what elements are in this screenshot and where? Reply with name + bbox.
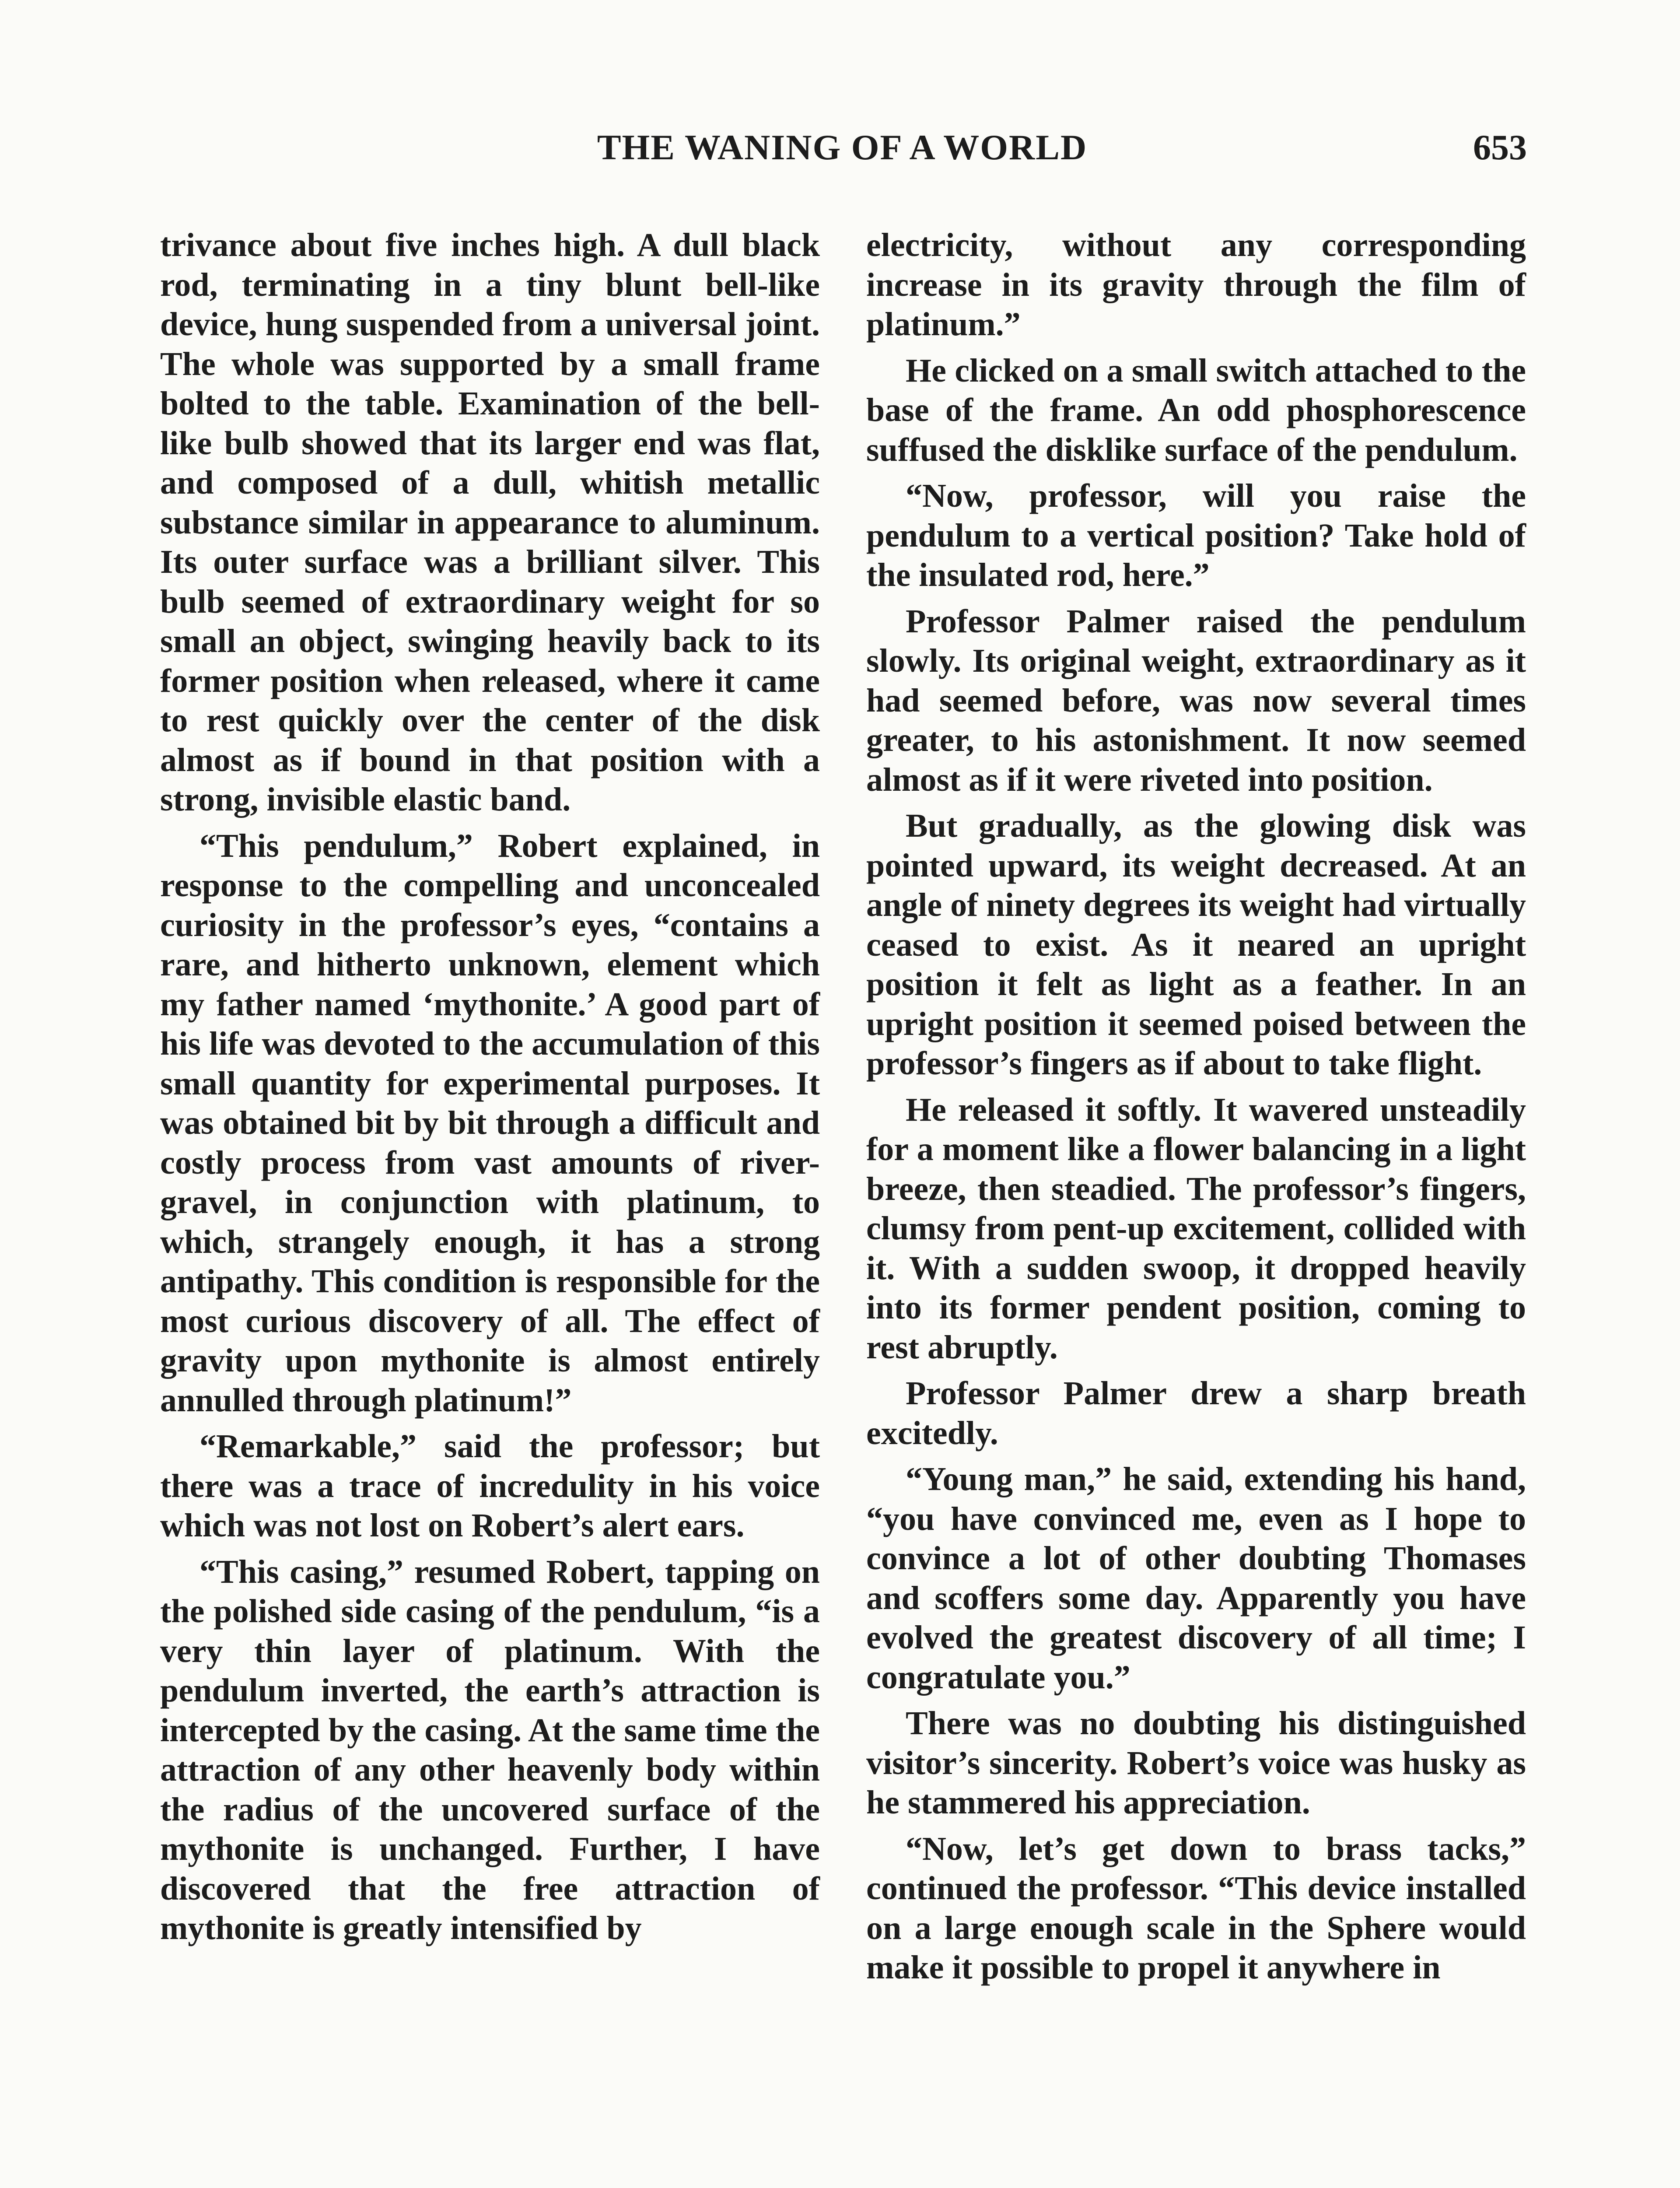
paragraph: “Now, let’s get down to brass tacks,” continued the professor. “This device installed on a large enough scale in the Sphere would make it possible to propel it anywhere in [866,1830,1526,1986]
running-title: THE WANING OF A WORLD [597,127,1088,167]
paragraph: trivance about five inches high. A dull black rod, terminating in a tiny blunt bell-like device, hung suspended from a universal joint. The whole was supported by a small frame bolted to the table. Examination of the bell-like bulb showed that its larger end was flat, and composed of a dull, whitish metallic substance similar in appearance to aluminum. Its outer surface was a brilliant silver. This bulb seemed of extraordinary weight for so small an object, swinging heavily back to its former position when released, where it came to rest quickly over the center of the disk almost as if bound in that position with a strong, invisible elastic band. [160,227,820,818]
paragraph: Professor Palmer raised the pendulum slowly. Its original weight, extraordinary as it had seemed before, was now several times greater, to his astonishment. It now seemed almost as if it were riveted into position. [866,603,1526,798]
paragraph: “This pendulum,” Robert explained, in response to the compelling and unconcealed curiosity in the professor’s eyes, “contains a rare, and hitherto unknown, element which my father named ‘mythonite.’ A good part of his life was devoted to the accumulation of this small quantity for experimental purposes. It was obtained bit by bit through a difficult and costly process from vast amounts of river-gravel, in conjunction with platinum, to which, strangely enough, it has a strong antipathy. This condition is responsible for the most curious discovery of all. The effect of gravity upon mythonite is almost entirely annulled through platinum!” [160,827,820,1419]
paragraph: “Remarkable,” said the professor; but there was a trace of incredulity in his voice which was not lost on Robert’s alert ears. [160,1428,820,1544]
paragraph: “Now, professor, will you raise the pendulum to a vertical position? Take hold of the insulated rod, here.” [866,477,1526,593]
paragraph: “Young man,” he said, extending his hand, “you have convinced me, even as I hope to convince a lot of other doubting Thomases and scoffers some day. Apparently you have evolved the greatest discovery of all time; I congratulate you.” [866,1461,1526,1696]
right-column [866,225,1526,1994]
page-number: 653 [1473,127,1527,167]
paragraph: Professor Palmer drew a sharp breath excitedly. [866,1375,1526,1452]
paragraph: electricity, without any corresponding increase in its gravity through the film of platinum.” [866,227,1526,343]
paragraph: He clicked on a small switch attached to the base of the frame. An odd phosphorescence suffused the disklike surface of the pendulum. [866,352,1526,468]
left-column [160,225,820,1955]
paragraph: But gradually, as the glowing disk was pointed upward, its weight decreased. At an angle of ninety degrees its weight had virtually ceased to exist. As it neared an upright position it felt as light as a feather. In an upright position it seemed poised between the professor’s fingers as if about to take flight. [866,807,1526,1082]
paragraph: There was no doubting his distinguished visitor’s sincerity. Robert’s voice was husky as he stammered his appreciation. [866,1705,1526,1821]
page-header [158,127,1527,175]
paragraph: “This casing,” resumed Robert, tapping on the polished side casing of the pendulum, “is a very thin layer of platinum. With the pendulum inverted, the earth’s attraction is intercepted by the casing. At the same time the attraction of any other heavenly body within the radius of the uncovered surface of the mythonite is unchanged. Further, I have discovered that the free attraction of mythonite is greatly intensified by [160,1553,820,1946]
paragraph: He released it softly. It wavered unsteadily for a moment like a flower balancing in a light breeze, then steadied. The professor’s fingers, clumsy from pent-up excitement, collided with it. With a sudden swoop, it dropped heavily into its former pendent position, coming to rest abruptly. [866,1091,1526,1366]
